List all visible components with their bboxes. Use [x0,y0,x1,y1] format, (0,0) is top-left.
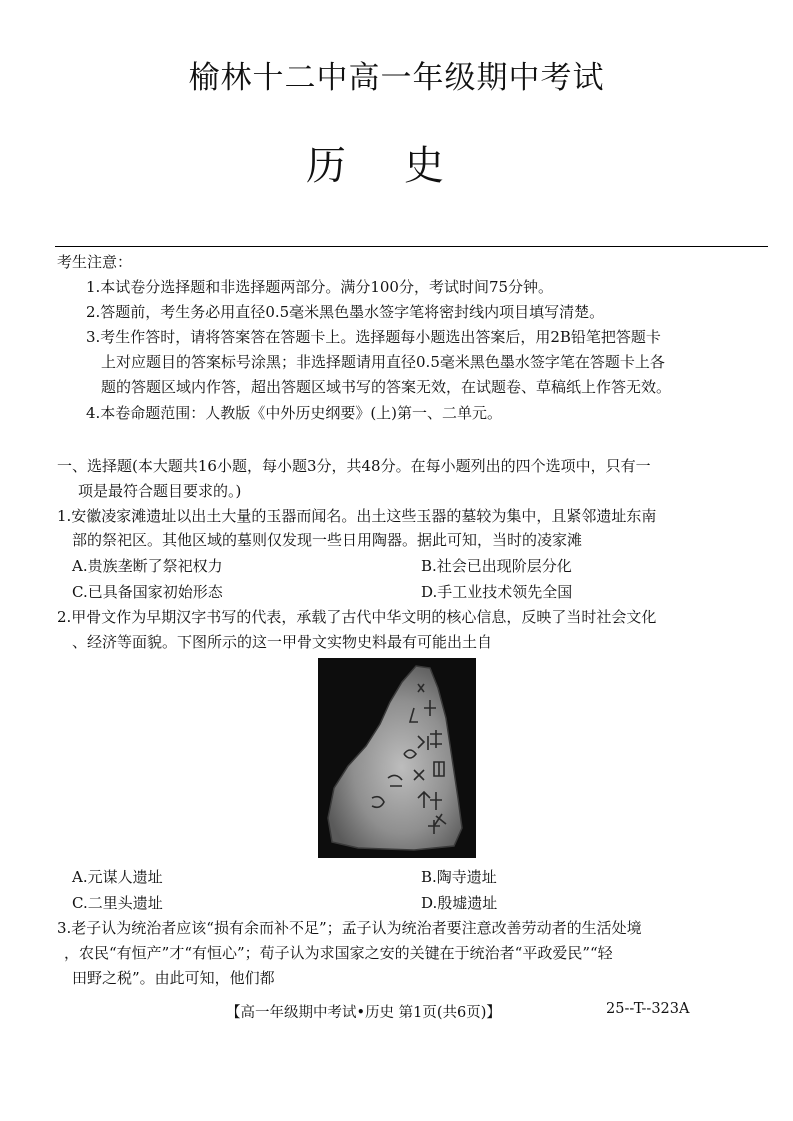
oracle-bone-image [318,658,476,858]
oracle-bone-photo [318,658,476,858]
exam-title: 榆林十二中高一年级期中考试 [188,60,605,96]
question-1-stem: 1.安徽凌家滩遗址以出土大量的玉器而闻名。出土这些玉器的墓较为集中，且紧邻遗址东南 [57,507,657,525]
notice-line: 3.考生作答时，请将答案答在答题卡上。选择题每小题选出答案后，用2B铅笔把答题卡 [86,328,661,346]
header-divider [55,246,768,247]
section-heading: 一、选择题(本大题共16小题，每小题3分，共48分。在每小题列出的四个选项中，只有一 [57,457,651,475]
question-3-stem: 3.老子认为统治者应该“损有余而补不足”；孟子认为统治者要注意改善劳动者的生活处境 [57,919,642,937]
question-2-option-a: A.元谋人遗址 [72,868,163,886]
bone-fragment [328,666,462,850]
question-2-stem-cont: 、经济等面貌。下图所示的这一甲骨文实物史料最有可能出土自 [72,633,493,651]
question-1-option-b: B.社会已出现阶层分化 [421,557,572,575]
subject-char-2: 史 [404,143,444,189]
section-heading-cont: 项是最符合题目要求的。) [78,482,242,500]
question-2-option-d: D.殷墟遗址 [421,894,498,912]
notice-line: 4.本卷命题范围：人教版《中外历史纲要》(上)第一、二单元。 [86,404,503,422]
question-2-option-c: C.二里头遗址 [72,894,163,912]
notice-line: 2.答题前，考生务必用直径0.5毫米黑色墨水签字笔将密封线内项目填写清楚。 [86,303,605,321]
question-3-stem-cont: 田野之税”。由此可知，他们都 [72,969,275,987]
subject-title [306,134,444,191]
notice-line: 1.本试卷分选择题和非选择题两部分。满分100分，考试时间75分钟。 [86,278,554,296]
question-1-stem-cont: 部的祭祀区。其他区域的墓则仅发现一些日用陶器。据此可知，当时的凌家滩 [72,531,583,549]
notice-heading: 考生注意： [57,253,133,271]
page-footer: 【高一年级期中考试•历史 第1页(共6页)】 [226,1005,501,1021]
question-1-option-c: C.已具备国家初始形态 [72,583,223,601]
question-1-option-a: A.贵族垄断了祭祀权力 [72,557,223,575]
exam-code: 25--T--323A [606,1001,690,1017]
question-1-option-d: D.手工业技术领先全国 [421,583,573,601]
question-2-option-b: B.陶寺遗址 [421,868,497,886]
question-3-stem-cont: ，农民“有恒产”才“有恒心”；荀子认为求国家之安的关键在于统治者“平政爱民”“轻 [64,944,613,962]
notice-line: 上对应题目的答案标号涂黑；非选择题请用直径0.5毫米黑色墨水签字笔在答题卡上各 [101,353,665,371]
question-2-stem: 2.甲骨文作为早期汉字书写的代表，承载了古代中华文明的核心信息，反映了当时社会文化 [57,608,657,626]
notice-line: 题的答题区域内作答，超出答题区域书写的答案无效，在试题卷、草稿纸上作答无效。 [101,378,672,396]
subject-char-1: 历 [306,143,346,189]
